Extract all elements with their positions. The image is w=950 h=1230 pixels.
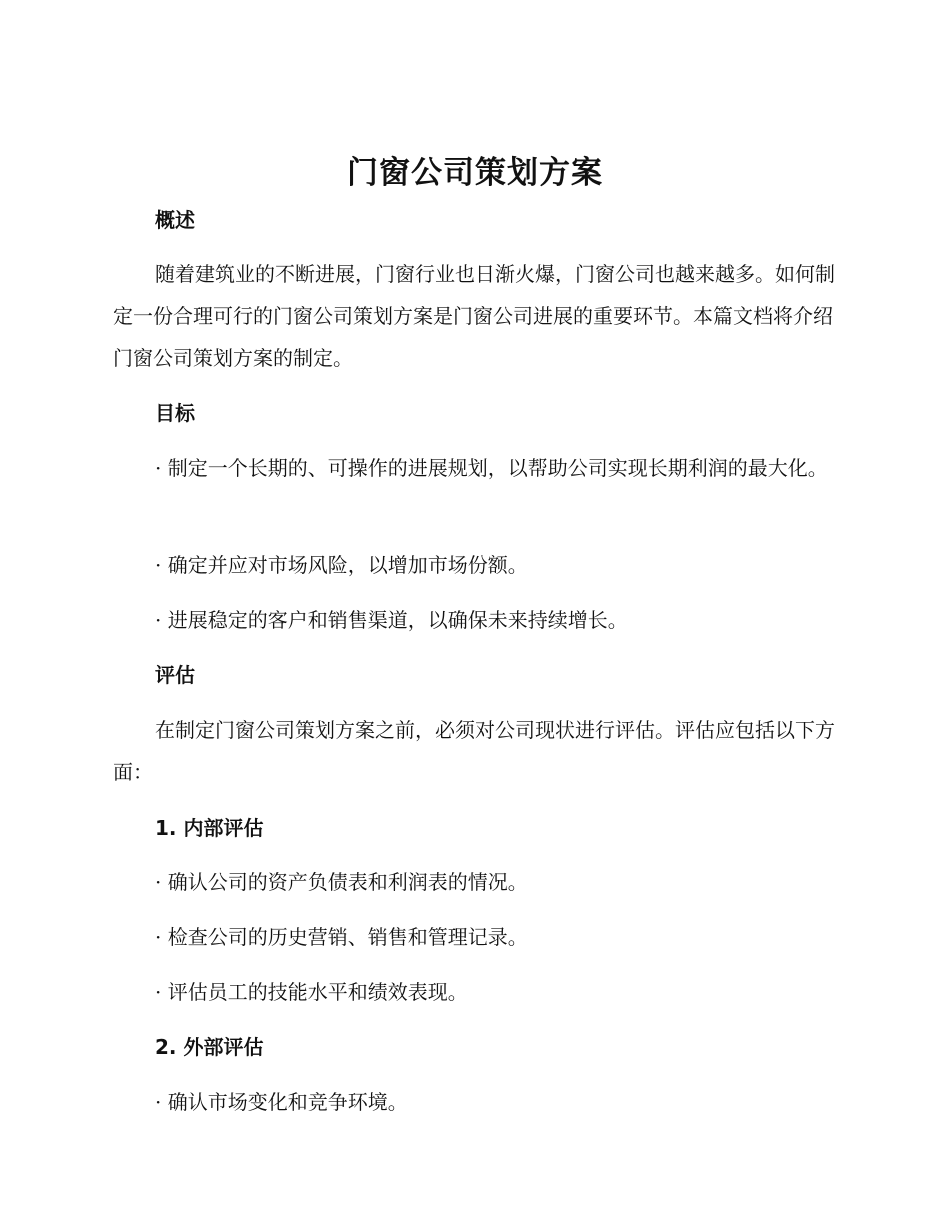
document-title: 门窗公司策划方案 <box>347 155 603 191</box>
section-heading-assessment: 评估 <box>155 663 195 687</box>
section-heading-overview: 概述 <box>155 208 195 232</box>
assessment-paragraph: 在制定门窗公司策划方案之前，必须对公司现状进行评估。评估应包括以下方面： <box>113 718 835 784</box>
subsection-heading-internal: 1. 内部评估 <box>155 816 264 840</box>
goal-item: · 进展稳定的客户和销售渠道，以确保未来持续增长。 <box>155 608 628 632</box>
internal-assessment-item: · 确认公司的资产负债表和利润表的情况。 <box>155 870 528 894</box>
overview-paragraph: 随着建筑业的不断进展，门窗行业也日渐火爆，门窗公司也越来越多。如何制定一份合理可行的门窗公司策划方案是门窗公司进展的重要环节。本篇文档将介绍门窗公司策划方案的制定。 <box>113 262 835 370</box>
internal-assessment-item: · 评估员工的技能水平和绩效表现。 <box>155 980 468 1004</box>
internal-assessment-item: · 检查公司的历史营销、销售和管理记录。 <box>155 925 528 949</box>
goal-item: · 确定并应对市场风险，以增加市场份额。 <box>155 553 528 577</box>
section-heading-goals: 目标 <box>155 401 195 425</box>
external-assessment-item: · 确认市场变化和竞争环境。 <box>155 1090 408 1114</box>
goal-item: · 制定一个长期的、可操作的进展规划，以帮助公司实现长期利润的最大化。 <box>155 456 828 480</box>
subsection-heading-external: 2. 外部评估 <box>155 1035 264 1059</box>
